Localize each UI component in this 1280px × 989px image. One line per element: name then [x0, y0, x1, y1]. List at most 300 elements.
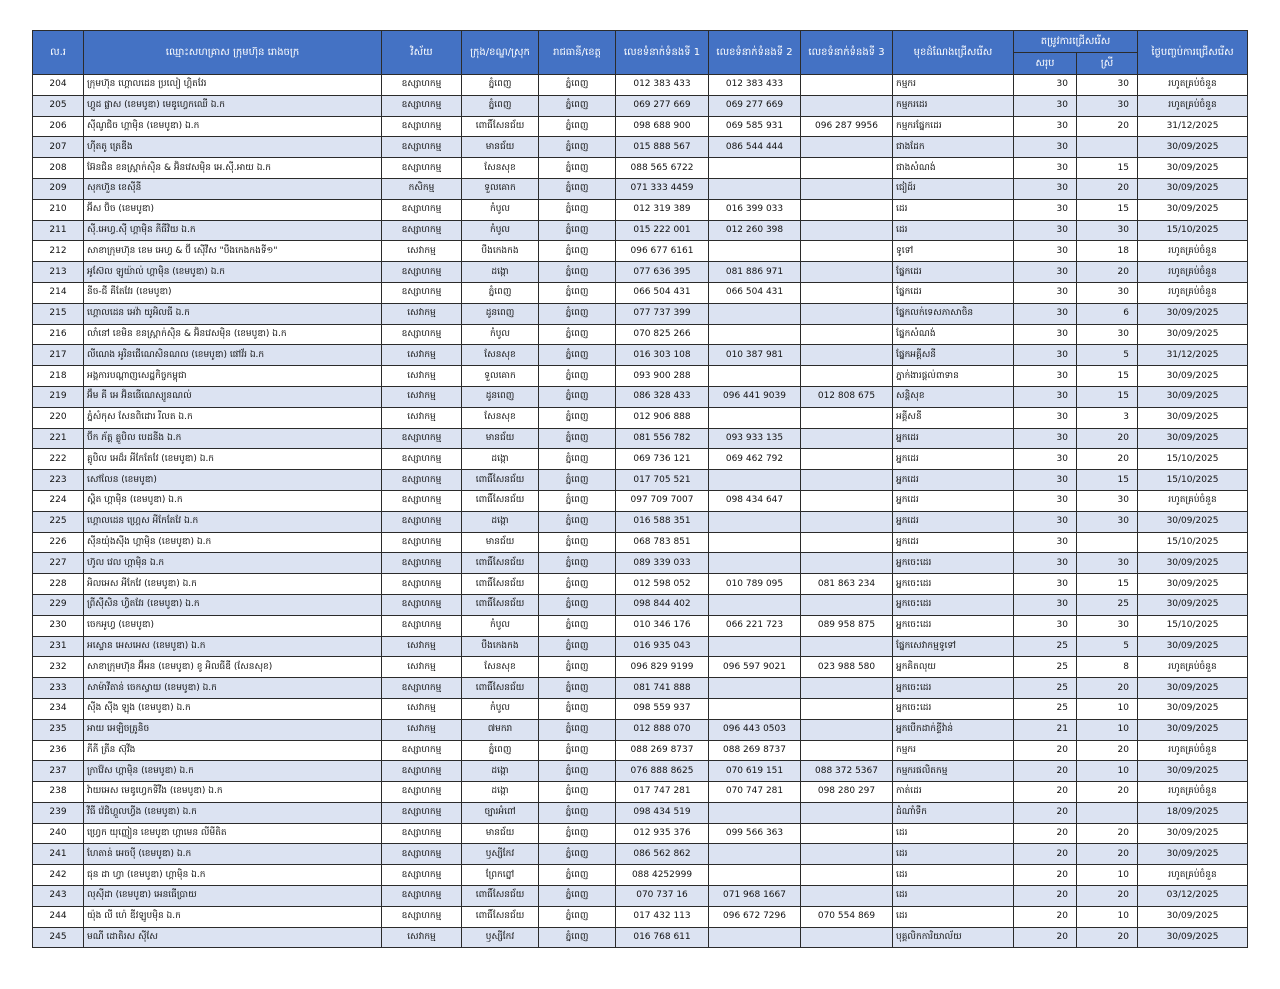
cell-female: 15: [1077, 199, 1138, 220]
cell-district: សែនសុខ: [462, 657, 539, 678]
cell-deadline: រហូតគ្រប់ចំនួន: [1138, 75, 1248, 96]
cell-phone-3: [801, 324, 893, 345]
cell-sector: សេវាកម្ម: [382, 636, 462, 657]
cell-district: ច្បារអំពៅ: [462, 802, 539, 823]
cell-female: 20: [1077, 678, 1138, 699]
cell-sector: ឧស្សាហកម្ម: [382, 116, 462, 137]
table-row: [33, 262, 1248, 283]
cell-female: 25: [1077, 594, 1138, 615]
job-listing-sheet: [32, 30, 1248, 948]
cell-sector: សេវាកម្ម: [382, 386, 462, 407]
cell-district: ឫស្សីកែវ: [462, 844, 539, 865]
header-company: ឈ្មោះសហគ្រាស ក្រុមហ៊ុន រោងចក្រ: [84, 31, 382, 75]
cell-no: 236: [33, 740, 84, 761]
cell-district: ទួលគោក: [462, 178, 539, 199]
cell-company: ក្រុមហ៊ុន ហ្គោលដេន ប្រលៀ ហ្គិតវែរ: [84, 75, 382, 96]
cell-phone-2: [709, 511, 801, 532]
cell-phone-1: 089 339 033: [616, 553, 709, 574]
cell-company: សាខាក្រុមហ៊ុន អ៊ីអន (ខេមបូឌា) ខូ អិលធីឌី (សែនសុខ): [84, 657, 382, 678]
cell-phone-3: [801, 844, 893, 865]
cell-sector: សេវាកម្ម: [382, 303, 462, 324]
cell-company: មណី ដោតិរស ស៊ីសែ: [84, 927, 382, 948]
cell-phone-2: 012 383 433: [709, 75, 801, 96]
cell-district: ពោធិ៍សែនជ័យ: [462, 470, 539, 491]
cell-district: ដង្កោ: [462, 449, 539, 470]
cell-position: ផ្នែកដេរ: [893, 262, 1014, 283]
cell-no: 230: [33, 615, 84, 636]
cell-phone-1: 097 709 7007: [616, 490, 709, 511]
cell-total: 20: [1014, 886, 1077, 907]
cell-position: អ្នកដេរ: [893, 532, 1014, 553]
cell-company: អាយ អេឡិចត្រូនិច: [84, 719, 382, 740]
cell-company: យ៉ុង លី ហ៉េ ឌីវឡូបម៉ិន ឯ.ក: [84, 906, 382, 927]
table-row: [33, 220, 1248, 241]
cell-phone-3: [801, 449, 893, 470]
cell-deadline: រហូតគ្រប់ចំនួន: [1138, 657, 1248, 678]
cell-position: កម្មករផ្នែកដេរ: [893, 116, 1014, 137]
cell-city: ភ្នំពេញ: [539, 490, 616, 511]
cell-phone-3: [801, 511, 893, 532]
cell-deadline: 30/09/2025: [1138, 719, 1248, 740]
cell-phone-3: 089 958 875: [801, 615, 893, 636]
cell-phone-2: 088 269 8737: [709, 740, 801, 761]
cell-deadline: 30/09/2025: [1138, 324, 1248, 345]
header-no: ល.រ: [33, 31, 84, 75]
cell-city: ភ្នំពេញ: [539, 407, 616, 428]
cell-deadline: 30/09/2025: [1138, 927, 1248, 948]
cell-city: ភ្នំពេញ: [539, 366, 616, 387]
cell-deadline: 15/10/2025: [1138, 615, 1248, 636]
cell-female: 10: [1077, 698, 1138, 719]
cell-deadline: 30/09/2025: [1138, 906, 1248, 927]
cell-position: ផ្នែកដេរ: [893, 282, 1014, 303]
cell-phone-1: 077 737 399: [616, 303, 709, 324]
cell-company: អូស៊ែល ឡូយ៉ាល់ ហ្គាម៉ិន (ខេមបូឌា) ឯ.ក: [84, 262, 382, 283]
cell-district: ព្រែកព្នៅ: [462, 865, 539, 886]
cell-position: អគ្គីសនី: [893, 407, 1014, 428]
cell-phone-2: [709, 636, 801, 657]
cell-position: អ្នកគិតលុយ: [893, 657, 1014, 678]
cell-no: 219: [33, 386, 84, 407]
cell-district: ពោធិ៍សែនជ័យ: [462, 574, 539, 595]
cell-position: អ្នកចេះដេរ: [893, 698, 1014, 719]
cell-phone-1: 076 888 8625: [616, 761, 709, 782]
cell-sector: ឧស្សាហកម្ម: [382, 490, 462, 511]
cell-company: ស្ពិត ហ្គាម៉ិន (ខេមបូឌា) ឯ.ក: [84, 490, 382, 511]
cell-position: អ្នកដេរ: [893, 511, 1014, 532]
cell-total: 30: [1014, 220, 1077, 241]
cell-no: 231: [33, 636, 84, 657]
cell-female: 5: [1077, 636, 1138, 657]
cell-position: អ្នកដេរ: [893, 470, 1014, 491]
cell-city: ភ្នំពេញ: [539, 511, 616, 532]
cell-district: មានជ័យ: [462, 823, 539, 844]
cell-phone-1: 012 935 376: [616, 823, 709, 844]
cell-company: ស៊ីនយ៉ុងស៊ីង ហ្គាម៉ិន (ខេមបូឌា) ឯ.ក: [84, 532, 382, 553]
cell-sector: ឧស្សាហកម្ម: [382, 95, 462, 116]
cell-phone-2: 069 277 669: [709, 95, 801, 116]
cell-district: ពោធិ៍សែនជ័យ: [462, 678, 539, 699]
cell-deadline: 31/12/2025: [1138, 116, 1248, 137]
cell-company: ហ៊ីតតូ ត្រេឌីង: [84, 137, 382, 158]
cell-phone-3: [801, 137, 893, 158]
cell-city: ភ្នំពេញ: [539, 782, 616, 803]
cell-sector: សេវាកម្ម: [382, 366, 462, 387]
cell-female: 30: [1077, 95, 1138, 116]
cell-position: ទូទៅ: [893, 241, 1014, 262]
cell-phone-3: [801, 823, 893, 844]
cell-total: 20: [1014, 927, 1077, 948]
cell-deadline: 15/10/2025: [1138, 532, 1248, 553]
cell-city: ភ្នំពេញ: [539, 199, 616, 220]
cell-no: 234: [33, 698, 84, 719]
cell-phone-3: [801, 282, 893, 303]
cell-phone-1: 069 736 121: [616, 449, 709, 470]
cell-female: 8: [1077, 657, 1138, 678]
cell-deadline: រហូតគ្រប់ចំនួន: [1138, 490, 1248, 511]
cell-city: ភ្នំពេញ: [539, 865, 616, 886]
cell-district: ពោធិ៍សែនជ័យ: [462, 886, 539, 907]
cell-female: 3: [1077, 407, 1138, 428]
cell-city: ភ្នំពេញ: [539, 553, 616, 574]
header-sector: វិស័យ: [382, 31, 462, 75]
table-row: [33, 449, 1248, 470]
cell-phone-3: [801, 262, 893, 283]
cell-phone-1: 093 900 288: [616, 366, 709, 387]
table-row: [33, 678, 1248, 699]
cell-deadline: រហូតគ្រប់ចំនួន: [1138, 95, 1248, 116]
cell-company: ហ្គោលដេន ហ្គ្រេស អីកែតែវែ ឯ.ក: [84, 511, 382, 532]
cell-deadline: 30/09/2025: [1138, 574, 1248, 595]
table-row: [33, 303, 1248, 324]
table-row: [33, 282, 1248, 303]
cell-position: កម្មករ: [893, 75, 1014, 96]
cell-sector: ឧស្សាហកម្ម: [382, 594, 462, 615]
cell-district: ដង្កោ: [462, 761, 539, 782]
cell-phone-2: 099 566 363: [709, 823, 801, 844]
cell-city: ភ្នំពេញ: [539, 449, 616, 470]
cell-phone-2: 069 585 931: [709, 116, 801, 137]
cell-phone-3: [801, 303, 893, 324]
cell-phone-2: 012 260 398: [709, 220, 801, 241]
cell-city: ភ្នំពេញ: [539, 262, 616, 283]
cell-phone-2: 070 747 281: [709, 782, 801, 803]
cell-district: ភ្នំពេញ: [462, 95, 539, 116]
cell-district: កំបូល: [462, 199, 539, 220]
cell-phone-1: 066 504 431: [616, 282, 709, 303]
header-position: មុខដំណែងជ្រើសរើស: [893, 31, 1014, 75]
table-row: [33, 532, 1248, 553]
cell-no: 237: [33, 761, 84, 782]
table-row: [33, 75, 1248, 96]
cell-city: ភ្នំពេញ: [539, 282, 616, 303]
table-row: [33, 594, 1248, 615]
cell-phone-1: 096 829 9199: [616, 657, 709, 678]
table-row: [33, 511, 1248, 532]
cell-no: 239: [33, 802, 84, 823]
cell-sector: ឧស្សាហកម្ម: [382, 678, 462, 699]
cell-city: ភ្នំពេញ: [539, 615, 616, 636]
header-district: ក្រុង/ខណ្ឌ/ស្រុក: [462, 31, 539, 75]
cell-company: អ៊ឹម គី អេ អ៊ិនធើណេស្យូនណល់: [84, 386, 382, 407]
cell-district: កំបូល: [462, 324, 539, 345]
cell-deadline: 15/10/2025: [1138, 470, 1248, 491]
table-row: [33, 844, 1248, 865]
cell-female: 15: [1077, 470, 1138, 491]
table-row: [33, 553, 1248, 574]
cell-position: ភ្នាក់ងារផ្តល់ពាទាន: [893, 366, 1014, 387]
cell-no: 223: [33, 470, 84, 491]
cell-sector: ឧស្សាហកម្ម: [382, 823, 462, 844]
cell-total: 30: [1014, 511, 1077, 532]
cell-sector: ឧស្សាហកម្ម: [382, 802, 462, 823]
cell-total: 20: [1014, 761, 1077, 782]
cell-female: 30: [1077, 282, 1138, 303]
cell-total: 20: [1014, 823, 1077, 844]
cell-phone-1: 081 556 782: [616, 428, 709, 449]
cell-phone-2: 096 443 0503: [709, 719, 801, 740]
cell-district: មានជ័យ: [462, 428, 539, 449]
cell-phone-2: 066 221 723: [709, 615, 801, 636]
cell-company: សៅលែន (ខេមបូឌា): [84, 470, 382, 491]
cell-city: ភ្នំពេញ: [539, 886, 616, 907]
cell-city: ភ្នំពេញ: [539, 241, 616, 262]
cell-city: ភ្នំពេញ: [539, 158, 616, 179]
cell-female: [1077, 802, 1138, 823]
table-row: [33, 761, 1248, 782]
cell-company: អ៊ីស ប៊ិច (ខេមបូឌា): [84, 199, 382, 220]
cell-sector: ឧស្សាហកម្ម: [382, 906, 462, 927]
cell-phone-3: [801, 470, 893, 491]
cell-sector: ឧស្សាហកម្ម: [382, 199, 462, 220]
cell-district: ដូនពេញ: [462, 386, 539, 407]
table-row: [33, 886, 1248, 907]
cell-district: ពោធិ៍សែនជ័យ: [462, 116, 539, 137]
cell-position: កម្មករផលិតកម្ម: [893, 761, 1014, 782]
cell-phone-2: [709, 158, 801, 179]
cell-position: ជៀដ៍រ: [893, 178, 1014, 199]
cell-female: 20: [1077, 428, 1138, 449]
cell-phone-2: [709, 178, 801, 199]
cell-phone-1: 016 935 043: [616, 636, 709, 657]
cell-position: កាត់ដេរ: [893, 782, 1014, 803]
header-total: សរុប: [1014, 53, 1077, 75]
cell-phone-2: 098 434 647: [709, 490, 801, 511]
cell-no: 210: [33, 199, 84, 220]
table-row: [33, 802, 1248, 823]
cell-company: ហ្វ្រេក យុញ្ញៀន ខេមបូឌា ហ្គាមេន លីមីតិត: [84, 823, 382, 844]
cell-deadline: 15/10/2025: [1138, 449, 1248, 470]
cell-position: កម្មករ: [893, 740, 1014, 761]
cell-sector: ឧស្សាហកម្ម: [382, 511, 462, 532]
table-row: [33, 470, 1248, 491]
header-female: ស្រី: [1077, 53, 1138, 75]
cell-total: 30: [1014, 345, 1077, 366]
table-row: [33, 657, 1248, 678]
cell-phone-1: 096 677 6161: [616, 241, 709, 262]
cell-phone-1: 017 432 113: [616, 906, 709, 927]
cell-city: ភ្នំពេញ: [539, 636, 616, 657]
cell-phone-2: 066 504 431: [709, 282, 801, 303]
cell-position: ដេរ: [893, 220, 1014, 241]
cell-sector: សេវាកម្ម: [382, 719, 462, 740]
cell-district: ដូនពេញ: [462, 303, 539, 324]
cell-deadline: 30/09/2025: [1138, 678, 1248, 699]
cell-total: 25: [1014, 678, 1077, 699]
cell-phone-2: 096 441 9039: [709, 386, 801, 407]
cell-district: មានជ័យ: [462, 137, 539, 158]
cell-phone-2: [709, 303, 801, 324]
cell-total: 20: [1014, 844, 1077, 865]
cell-female: 10: [1077, 906, 1138, 927]
table-row: [33, 199, 1248, 220]
cell-district: ឫស្សីកែវ: [462, 927, 539, 948]
cell-phone-3: [801, 241, 893, 262]
cell-phone-3: [801, 553, 893, 574]
cell-sector: ឧស្សាហកម្ម: [382, 470, 462, 491]
cell-female: 20: [1077, 262, 1138, 283]
cell-district: ភ្នំពេញ: [462, 282, 539, 303]
cell-deadline: 30/09/2025: [1138, 428, 1248, 449]
cell-phone-3: [801, 532, 893, 553]
cell-phone-3: [801, 678, 893, 699]
cell-phone-2: [709, 470, 801, 491]
cell-phone-1: 016 303 108: [616, 345, 709, 366]
cell-phone-2: 071 968 1667: [709, 886, 801, 907]
cell-phone-1: 015 888 567: [616, 137, 709, 158]
cell-city: ភ្នំពេញ: [539, 719, 616, 740]
cell-position: ដេរ: [893, 823, 1014, 844]
cell-total: 21: [1014, 719, 1077, 740]
cell-position: ជាងដែក: [893, 137, 1014, 158]
cell-sector: ឧស្សាហកម្ម: [382, 553, 462, 574]
cell-female: 5: [1077, 345, 1138, 366]
cell-female: 20: [1077, 116, 1138, 137]
table-row: [33, 366, 1248, 387]
cell-district: ដង្កោ: [462, 511, 539, 532]
cell-phone-2: 016 399 033: [709, 199, 801, 220]
cell-no: 205: [33, 95, 84, 116]
cell-phone-1: 098 844 402: [616, 594, 709, 615]
cell-no: 212: [33, 241, 84, 262]
cell-deadline: 30/09/2025: [1138, 199, 1248, 220]
cell-female: 18: [1077, 241, 1138, 262]
cell-no: 224: [33, 490, 84, 511]
cell-position: កម្មករដេរ: [893, 95, 1014, 116]
cell-phone-2: 069 462 792: [709, 449, 801, 470]
table-row: [33, 574, 1248, 595]
cell-phone-1: 098 559 937: [616, 698, 709, 719]
cell-city: ភ្នំពេញ: [539, 345, 616, 366]
cell-company: ភ្នំសំកុស សែនពិដោរ រីលត ឯ.ក: [84, 407, 382, 428]
cell-phone-2: 093 933 135: [709, 428, 801, 449]
cell-phone-2: 086 544 444: [709, 137, 801, 158]
cell-no: 214: [33, 282, 84, 303]
cell-district: ៧មករា: [462, 719, 539, 740]
cell-district: សែនសុខ: [462, 407, 539, 428]
cell-district: សែនសុខ: [462, 158, 539, 179]
cell-company: ចេកអូហ្វ (ខេមបូឌា): [84, 615, 382, 636]
cell-position: អ្នកចេះដេរ: [893, 678, 1014, 699]
cell-sector: ឧស្សាហកម្ម: [382, 220, 462, 241]
cell-phone-2: [709, 407, 801, 428]
cell-no: 220: [33, 407, 84, 428]
cell-phone-2: [709, 844, 801, 865]
cell-female: 20: [1077, 886, 1138, 907]
cell-total: 20: [1014, 782, 1077, 803]
job-listing-table: [32, 30, 1248, 948]
cell-no: 244: [33, 906, 84, 927]
cell-phone-1: 086 562 862: [616, 844, 709, 865]
cell-company: ហ្គូដ ផ្លាស (ខេមបូឌា) មេឌូហ្វេកឈើ ឯ.ក: [84, 95, 382, 116]
table-row: [33, 490, 1248, 511]
cell-phone-2: [709, 366, 801, 387]
cell-phone-3: [801, 178, 893, 199]
cell-no: 208: [33, 158, 84, 179]
cell-company: ហែតាន់ អេចប៉ី (ខេមបូឌា) ឯ.ក: [84, 844, 382, 865]
cell-total: 30: [1014, 490, 1077, 511]
cell-company: ភីភី ត្រីន ស៊ុវីង: [84, 740, 382, 761]
cell-company: លាំនៅ ខេមិន ខនស្ត្រាក់ស៊ិន & អ៊ិនវេសម៉ិន (ខេមបូឌា) ឯ.ក: [84, 324, 382, 345]
cell-company: សាម៉ាវីតាន់ ចេកស្វាយ (ខេមបូឌា) ឯ.ក: [84, 678, 382, 699]
cell-total: 25: [1014, 657, 1077, 678]
cell-sector: សេវាកម្ម: [382, 241, 462, 262]
cell-city: ភ្នំពេញ: [539, 594, 616, 615]
cell-total: 30: [1014, 303, 1077, 324]
header-need: តម្រូវការជ្រើសរើស: [1014, 31, 1138, 53]
cell-total: 30: [1014, 178, 1077, 199]
cell-phone-2: 010 789 095: [709, 574, 801, 595]
cell-phone-1: 016 588 351: [616, 511, 709, 532]
cell-deadline: 30/09/2025: [1138, 553, 1248, 574]
cell-phone-1: 012 319 389: [616, 199, 709, 220]
cell-phone-1: 069 277 669: [616, 95, 709, 116]
cell-phone-2: 070 619 151: [709, 761, 801, 782]
cell-total: 25: [1014, 698, 1077, 719]
cell-city: ភ្នំពេញ: [539, 470, 616, 491]
table-row: [33, 636, 1248, 657]
cell-city: ភ្នំពេញ: [539, 906, 616, 927]
cell-deadline: 31/12/2025: [1138, 345, 1248, 366]
cell-no: 238: [33, 782, 84, 803]
cell-city: ភ្នំពេញ: [539, 678, 616, 699]
cell-no: 233: [33, 678, 84, 699]
cell-position: បុគ្គលិកការិយាល័យ: [893, 927, 1014, 948]
cell-district: ពោធិ៍សែនជ័យ: [462, 594, 539, 615]
cell-city: ភ្នំពេញ: [539, 574, 616, 595]
cell-sector: ឧស្សាហកម្ម: [382, 324, 462, 345]
cell-position: អ្នកដេរ: [893, 428, 1014, 449]
cell-total: 30: [1014, 386, 1077, 407]
cell-phone-3: [801, 428, 893, 449]
cell-deadline: រហូតគ្រប់ចំនួន: [1138, 262, 1248, 283]
cell-company: លីណេង អូរិនជើណេសិនណល (ខេមបូឌា) ផៅវ័រ ឯ.ក: [84, 345, 382, 366]
cell-company: ហ្គោលដេន អេវ៉ា យូអិលធី ឯ.ក: [84, 303, 382, 324]
cell-city: ភ្នំពេញ: [539, 303, 616, 324]
cell-company: អ៊ែនជិន ខនស្ត្រាក់ស៊ិន & អ៊ិនវេសម៉ិន អេ.ស៊ី.អាយ ឯ.ក: [84, 158, 382, 179]
cell-total: 30: [1014, 158, 1077, 179]
table-row: [33, 906, 1248, 927]
cell-total: 30: [1014, 574, 1077, 595]
cell-no: 222: [33, 449, 84, 470]
cell-no: 213: [33, 262, 84, 283]
cell-city: ភ្នំពេញ: [539, 75, 616, 96]
cell-phone-1: 010 346 176: [616, 615, 709, 636]
cell-total: 20: [1014, 802, 1077, 823]
cell-company: ប៊ីក ភ័ត្ត គ្លូបិល បេដនីង ឯ.ក: [84, 428, 382, 449]
cell-district: បឹងកេងកង: [462, 636, 539, 657]
cell-company: ព្រីស៊ីសិន ហ្វិតវែរ (ខេមបូឌា) ឯ.ក: [84, 594, 382, 615]
